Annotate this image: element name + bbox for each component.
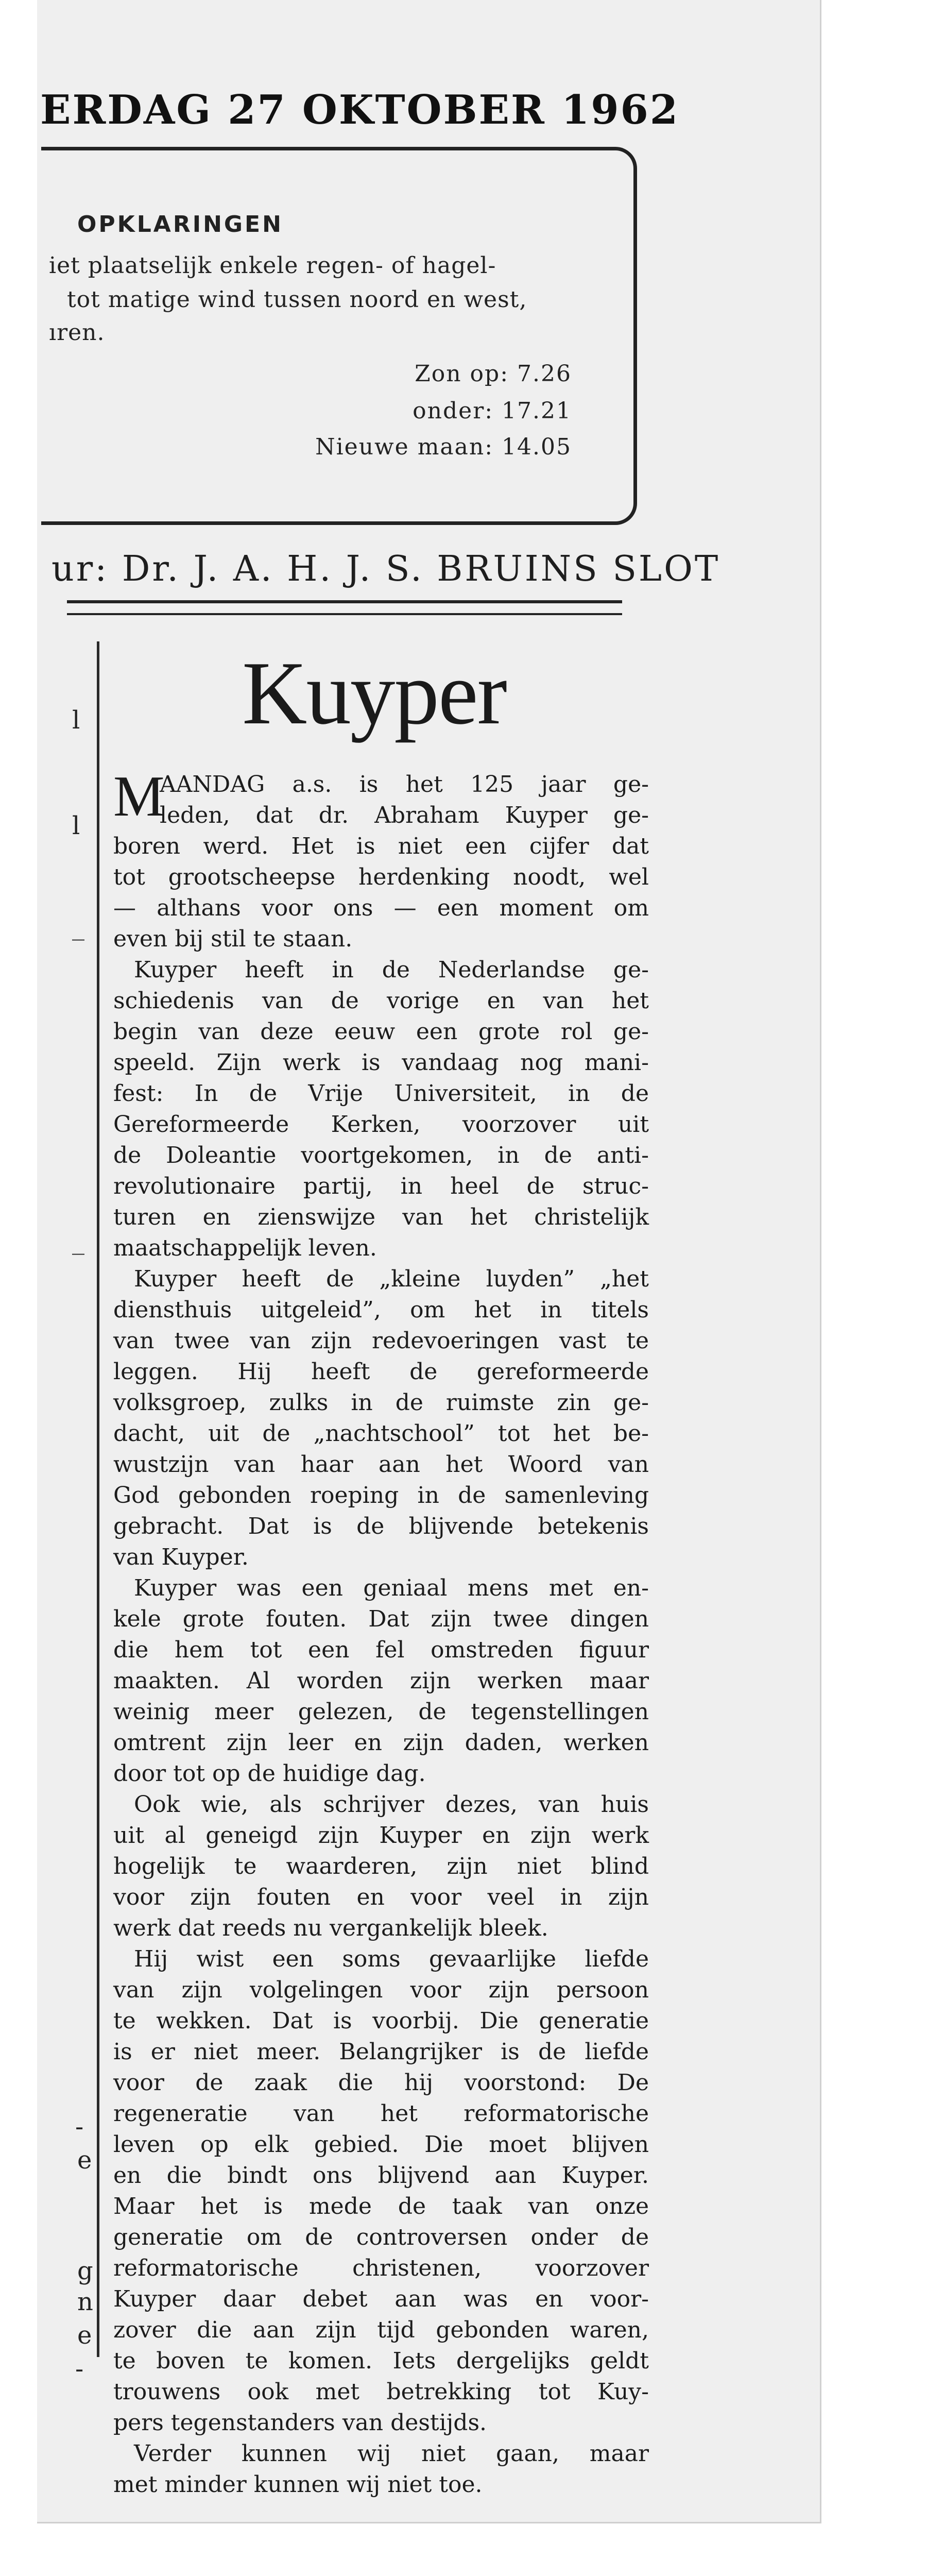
article-line: leden, dat dr. Abraham Kuyper ge- bbox=[160, 802, 649, 828]
article-line: leggen. Hij heeft de gereformeerde bbox=[113, 1359, 649, 1385]
article-line: van Kuyper. bbox=[113, 1544, 249, 1570]
article-headline: Kuyper bbox=[242, 643, 506, 743]
article-line: die hem tot een fel omstreden figuur bbox=[113, 1637, 649, 1663]
article-line: AANDAG a.s. is het 125 jaar ge- bbox=[160, 771, 649, 798]
article-line: dacht, uit de „nachtschool” tot het be- bbox=[113, 1420, 649, 1447]
article-line: God gebonden roeping in de samenleving bbox=[113, 1482, 649, 1509]
article-line: kele grote fouten. Dat zijn twee dingen bbox=[113, 1606, 649, 1632]
article-line: volksgroep, zulks in de ruimste zin ge- bbox=[113, 1389, 649, 1416]
margin-mark: g bbox=[77, 2257, 93, 2285]
sunset-time: onder: 17.21 bbox=[413, 398, 572, 424]
article-line: begin van deze eeuw een grote rol ge- bbox=[113, 1019, 649, 1045]
article-line: schiedenis van de vorige en van het bbox=[113, 988, 649, 1014]
author-byline: ur: Dr. J. A. H. J. S. BRUINS SLOT bbox=[52, 549, 720, 589]
weather-line: iet plaatselijk enkele regen- of hagel- bbox=[49, 252, 496, 279]
article-line: regeneratie van het reformatorische bbox=[113, 2100, 649, 2127]
article-line: Gereformeerde Kerken, voorzover uit bbox=[113, 1111, 649, 1138]
article-line: te boven te komen. Iets dergelijks geldt bbox=[113, 2348, 649, 2374]
article-line: van zijn volgelingen voor zijn persoon bbox=[113, 1977, 649, 2003]
article-line: werk dat reeds nu vergankelijk bleek. bbox=[113, 1915, 548, 1941]
article-line: revolutionaire partij, in heel de struc- bbox=[113, 1173, 649, 1199]
article-line: Verder kunnen wij niet gaan, maar bbox=[134, 2441, 649, 2467]
article-line: voor zijn fouten en voor veel in zijn bbox=[113, 1884, 649, 1910]
article-line: leven op elk gebied. Die moet blijven bbox=[113, 2131, 649, 2158]
margin-mark: _ bbox=[72, 1226, 84, 1255]
margin-mark: e bbox=[77, 2146, 92, 2175]
article-line: fest: In de Vrije Universiteit, in de bbox=[113, 1080, 649, 1107]
margin-mark: - bbox=[75, 2354, 84, 2383]
margin-mark: - bbox=[75, 2112, 84, 2141]
article-line: gebracht. Dat is de blijvende betekenis bbox=[113, 1513, 649, 1539]
article-body bbox=[113, 765, 649, 2500]
byline-rule-top bbox=[67, 600, 622, 603]
article-line: is er niet meer. Belangrijker is de liefde bbox=[113, 2039, 649, 2065]
article-line: Hij wist een soms gevaarlijke liefde bbox=[134, 1946, 649, 1972]
sunrise-time: Zon op: 7.26 bbox=[415, 361, 572, 387]
article-line: en die bindt ons blijvend aan Kuyper. bbox=[113, 2162, 649, 2189]
article-line: reformatorische christenen, voorzover bbox=[113, 2255, 649, 2281]
margin-mark: _ bbox=[72, 912, 84, 941]
article-line: met minder kunnen wij niet toe. bbox=[113, 2471, 483, 2498]
article-line: boren werd. Het is niet een cijfer dat bbox=[113, 833, 649, 859]
article-line: Maar het is mede de taak van onze bbox=[113, 2193, 649, 2219]
article-line: diensthuis uitgeleid”, om het in titels bbox=[113, 1297, 649, 1323]
article-line: maatschappelijk leven. bbox=[113, 1235, 377, 1261]
article-line: Ook wie, als schrijver dezes, van huis bbox=[134, 1791, 649, 1818]
article-line: te wekken. Dat is voorbij. Die generatie bbox=[113, 2008, 649, 2034]
article-line: zover die aan zijn tijd gebonden waren, bbox=[113, 2317, 649, 2343]
byline-rule-bottom bbox=[67, 613, 622, 615]
article-line: hogelijk te waarderen, zijn niet blind bbox=[113, 1853, 649, 1879]
weather-box bbox=[41, 147, 637, 525]
article-line: voor de zaak die hij voorstond: De bbox=[113, 2070, 649, 2096]
margin-mark: l bbox=[72, 811, 80, 840]
weather-line: ıren. bbox=[49, 319, 105, 346]
article-line: trouwens ook met betrekking tot Kuy- bbox=[113, 2379, 649, 2405]
article-line: pers tegenstanders van destijds. bbox=[113, 2410, 487, 2436]
margin-mark: l bbox=[72, 706, 80, 735]
article-line: omtrent zijn leer en zijn daden, werken bbox=[113, 1730, 649, 1756]
drop-cap: M bbox=[113, 765, 165, 828]
article-line: van twee van zijn redevoeringen vast te bbox=[113, 1328, 649, 1354]
article-line: speeld. Zijn werk is vandaag nog mani- bbox=[113, 1049, 649, 1076]
article-line: generatie om de controversen onder de bbox=[113, 2224, 649, 2250]
article-line: — althans voor ons — een moment om bbox=[113, 895, 649, 921]
article-line: door tot op de huidige dag. bbox=[113, 1760, 426, 1787]
article-line: de Doleantie voortgekomen, in de anti- bbox=[113, 1142, 649, 1168]
article-line: Kuyper heeft de „kleine luyden” „het bbox=[134, 1266, 649, 1292]
column-rule bbox=[97, 641, 99, 2357]
margin-mark: n bbox=[77, 2287, 93, 2316]
weather-line: tot matige wind tussen noord en west, bbox=[67, 286, 527, 313]
margin-mark: e bbox=[77, 2321, 92, 2350]
article-line: maakten. Al worden zijn werken maar bbox=[113, 1668, 649, 1694]
article-line: weinig meer gelezen, de tegenstellingen bbox=[113, 1699, 649, 1725]
article-line: tot grootscheepse herdenking noodt, wel bbox=[113, 864, 649, 890]
new-moon-time: Nieuwe maan: 14.05 bbox=[315, 434, 572, 460]
article-line: wustzijn van haar aan het Woord van bbox=[113, 1451, 649, 1478]
article-line: even bij stil te staan. bbox=[113, 926, 353, 952]
article-line: uit al geneigd zijn Kuyper en zijn werk bbox=[113, 1822, 649, 1849]
weather-heading: OPKLARINGEN bbox=[77, 211, 283, 238]
article-line: Kuyper was een geniaal mens met en- bbox=[134, 1575, 649, 1601]
article-line: turen en zienswijze van het christelijk bbox=[113, 1204, 649, 1230]
article-line: Kuyper heeft in de Nederlandse ge- bbox=[134, 957, 649, 983]
dateline: ERDAG 27 OKTOBER 1962 bbox=[40, 87, 680, 133]
article-line: Kuyper daar debet aan was en voor- bbox=[113, 2286, 649, 2312]
